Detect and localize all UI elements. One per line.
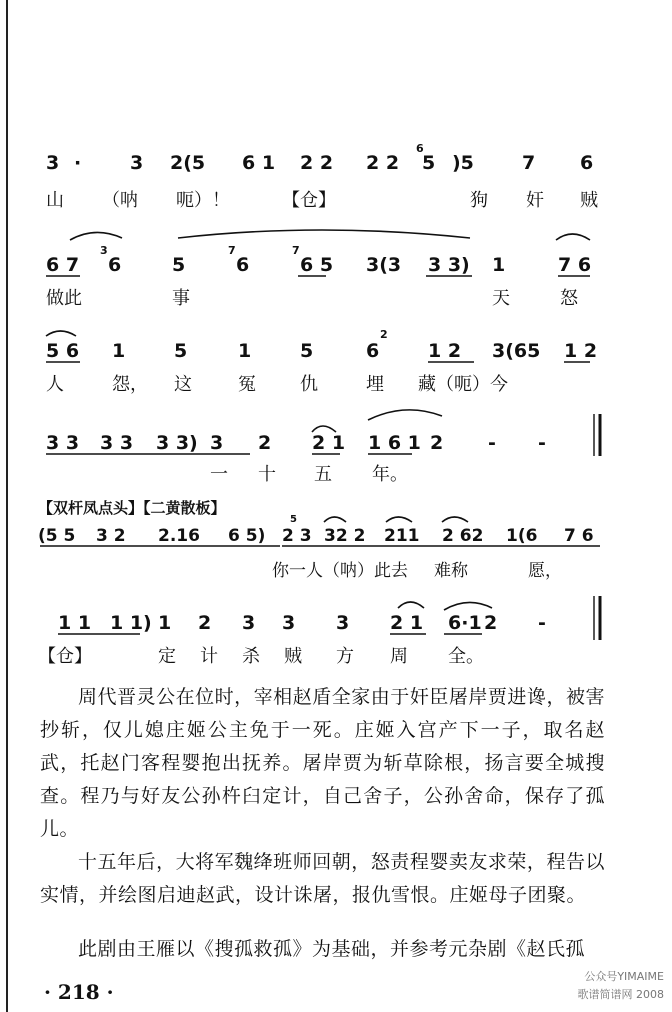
note: 5 6 [46,340,80,362]
note: 1 [238,340,252,362]
note: 2.16 [158,526,200,546]
lyric: 做此 [46,288,82,309]
note: - [488,432,496,454]
note: 6 [236,254,250,276]
lyric: 【仓】 [38,646,92,667]
note: 2 [198,612,212,634]
slur [324,517,346,522]
note: )5 [452,152,474,174]
note: 2 [258,432,272,454]
note: 2 2 [366,152,400,174]
slur [398,602,424,608]
slur [386,517,412,522]
note: 7 6 [558,254,592,276]
note: 1 [158,612,172,634]
note: 2 2 [300,152,334,174]
note: 3 3 [46,432,80,454]
note: 1 2 [564,340,598,362]
note: 6 5 [300,254,334,276]
slur [442,517,468,522]
slur [46,331,76,336]
note: (5 5 [38,526,76,546]
note: 5 [300,340,314,362]
note: 211 [384,526,420,546]
note: 1 6 1 [368,432,421,454]
lyric: 怒 [560,288,578,309]
lyric: 年。 [372,464,408,485]
note: 3 [210,432,224,454]
lyric: 五 [314,464,332,485]
lyric: 计 [200,646,218,667]
note: - [538,432,546,454]
lyric: 天 [492,288,510,309]
lyric: 怨， [112,374,148,395]
note: 3 3 [100,432,134,454]
note: · [74,152,82,174]
note: 32 2 [324,526,366,546]
slur [444,602,492,610]
note: 2 62 [442,526,484,546]
note: 6 [108,254,122,276]
lyric: 方 [336,646,354,667]
note: 5 [172,254,186,276]
lyric: （呐 [102,190,138,211]
lyric: 奸 [526,190,544,211]
note: 3 [130,152,144,174]
slur [556,234,590,240]
lyric: 藏（呃）今 [418,374,508,395]
note: - [538,612,546,634]
note: 7 6 [564,526,594,546]
note: 3 [46,152,60,174]
lyric: 【仓】 [282,190,336,211]
lyric: 冤 [238,374,256,395]
grace-note: 2 [380,328,388,341]
lyric: 全。 [448,646,484,667]
paragraph: 十五年后，大将军魏绛班师回朝，怒责程婴卖友求荣，程告以实情，并绘图启迪赵武，设计诛屠，报仇雪恨。庄姬母子团聚。 [40,851,605,906]
note: 3 [282,612,296,634]
watermark-line: 公众号YIMAIME [584,970,664,983]
section-label: 【双杆凤点头】【二黄散板】 [38,499,226,517]
note: 1 [492,254,506,276]
note: 6 7 [46,254,80,276]
note: 3(3 [366,254,402,276]
grace-note: 6 [416,142,424,155]
lyric: 人 [46,374,64,395]
note: 2 [430,432,444,454]
lyric: 你一人（呐）此去 [272,561,408,581]
slur [312,426,336,432]
slur [70,232,122,240]
lyric: 这 [174,374,192,395]
lyric: 定 [158,646,176,667]
lyric: 贼 [284,646,302,667]
note: 1 2 [428,340,462,362]
lyric: 周 [390,646,408,667]
note: 3 [336,612,350,634]
note: 1(6 [506,526,538,546]
lyric: 一 [210,464,228,485]
note: 3(65 [492,340,541,362]
note: 2 [484,612,498,634]
lyric: 狗 [470,190,488,211]
note: 6·1 [448,612,482,634]
note: 2 1 [312,432,346,454]
note: 7 [522,152,536,174]
lyric: 埋 [366,374,384,395]
lyric: 仇 [300,374,318,395]
note: 3 3) [156,432,198,454]
note: 3 3) [428,254,470,276]
grace-note: 7 [292,244,300,257]
grace-note: 5 [290,514,297,525]
note: 5 [174,340,188,362]
note: 1 1) [110,612,152,634]
grace-note: 3 [100,244,108,257]
watermark-line: 歌谱简谱网 2008 [577,988,664,1001]
lyric: 杀 [242,646,260,667]
note: 1 [112,340,126,362]
grace-note: 7 [228,244,236,257]
lyric: 呃）！ [176,190,230,211]
slur [178,230,470,238]
note: 2(5 [170,152,206,174]
note: 2 1 [390,612,424,634]
lyric: 愿， [528,561,562,581]
note: 6 [580,152,594,174]
lyric: 事 [172,288,190,309]
note: 3 2 [96,526,126,546]
lyric: 难称 [434,561,468,581]
lyric: 山 [46,190,64,211]
note: 6 1 [242,152,276,174]
note: 6 [366,340,380,362]
lyric: 十 [258,464,276,485]
slur [368,410,442,420]
paragraph: 周代晋灵公在位时，宰相赵盾全家由于奸臣屠岸贾进谗，被害抄斩，仅儿媳庄姬公主免于一死。庄姬入宫产下一子，取名赵武，托赵门客程婴抱出抚养。屠岸贾为斩草除根，扬言要全城搜查。程乃与好友公孙杵臼定计，自己舍子，公孙舍命，保存了孤儿。 [40,686,605,840]
note: 3 [242,612,256,634]
note: 6 5) [228,526,266,546]
note: 1 1 [58,612,92,634]
note: 2 3 [282,526,312,546]
paragraph: 此剧由王雁以《搜孤救孤》为基础，并参考元杂剧《赵氏孤 [78,938,586,960]
note: 5 [422,152,436,174]
lyric: 贼 [580,190,598,211]
page-number: · 218 · [44,980,114,1004]
